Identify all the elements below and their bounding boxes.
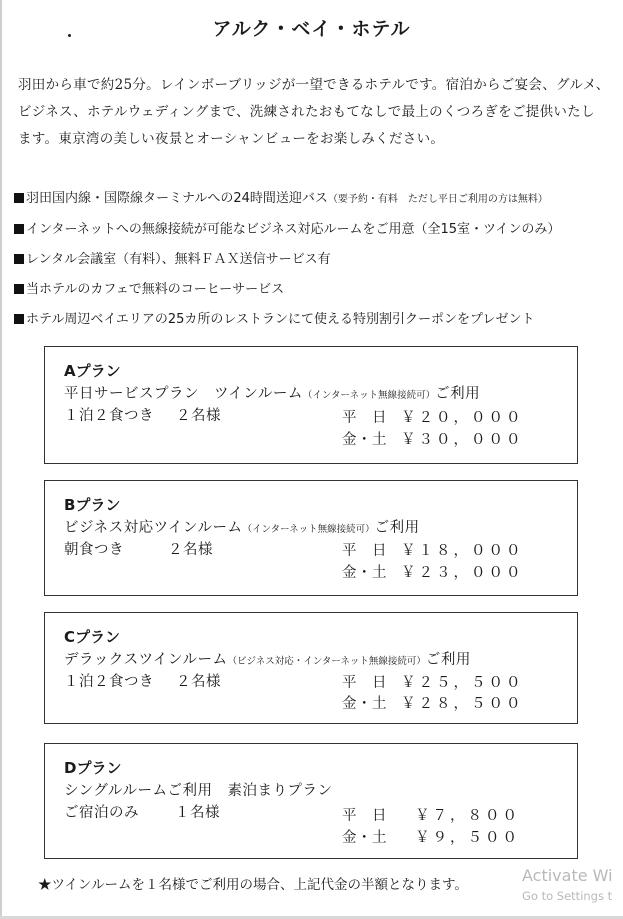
feature-note: （要予約・有料 ただし平日ご利用の方は無料） xyxy=(327,194,548,205)
plan-meal: 朝食つき ２名様 xyxy=(64,542,213,558)
bullet-square-icon xyxy=(14,314,24,324)
plan-guests: ２名様 xyxy=(176,408,221,424)
plan-guests: ２名様 xyxy=(168,542,213,558)
plan-name: Dプラン xyxy=(64,759,122,777)
plan-box-b xyxy=(44,480,578,596)
bullet-square-icon xyxy=(14,284,24,294)
weekday-price: 平 日 ￥２５，５００ xyxy=(342,675,524,691)
plan-description: 平日サービスプラン ツインルーム（インターネット無線接続可）ご利用 xyxy=(64,386,481,402)
feature-item: 羽田国内線・国際線ターミナルへの24時間送迎バス（要予約・有料 ただし平日ご利用の方は無料） xyxy=(14,184,620,215)
plan-description: ビジネス対応ツインルーム（インターネット無線接続可）ご利用 xyxy=(64,520,420,536)
plan-meal: １泊２食つき ２名様 xyxy=(64,674,221,690)
plan-box-a xyxy=(44,346,578,464)
activation-watermark xyxy=(522,866,613,903)
intro-line: ビジネス、ホテルウェディングまで、洗練されたおもてなしで最上のくつろぎをご提供いたし xyxy=(18,104,595,120)
feature-item: インターネットへの無線接続が可能なビジネス対応ルームをご用意（全15室・ツインのみ） xyxy=(14,215,620,245)
watermark-line: Go to Settings t xyxy=(522,889,613,903)
watermark-line: Activate Wi xyxy=(522,866,613,885)
plan-name: Aプラン xyxy=(64,362,121,380)
feature-item: 当ホテルのカフェで無料のコーヒーサービス xyxy=(14,275,620,305)
weekend-price: 金・土 ￥９，５００ xyxy=(342,830,520,846)
weekend-price: 金・土 ￥３０，０００ xyxy=(342,432,524,448)
plan-guests: ２名様 xyxy=(176,674,221,690)
plan-description: シングルルームご利用 素泊まりプラン xyxy=(64,783,333,799)
weekend-price: 金・土 ￥２３，０００ xyxy=(342,565,524,581)
footnote: ★ツインルームを１名様でご利用の場合、上記代金の半額となります。 xyxy=(38,877,468,893)
feature-item: ホテル周辺ベイエリアの25カ所のレストランにて使える特別割引クーポンをプレゼント xyxy=(14,305,620,335)
bullet-square-icon xyxy=(14,224,24,234)
plan-meal: １泊２食つき ２名様 xyxy=(64,408,221,424)
bullet-square-icon xyxy=(14,254,24,264)
scan-edge xyxy=(0,0,2,919)
plan-name: Cプラン xyxy=(64,628,121,646)
weekday-price: 平 日 ￥１８，０００ xyxy=(342,543,524,559)
hotel-title: アルク・ベイ・ホテル xyxy=(212,18,411,40)
feature-item: レンタル会議室（有料）、無料ＦＡＸ送信サービス有 xyxy=(14,245,620,275)
weekday-price: 平 日 ￥７，８００ xyxy=(342,808,520,824)
plan-name: Bプラン xyxy=(64,496,121,514)
plan-guests: １名様 xyxy=(175,805,220,821)
plan-box-d xyxy=(44,743,578,859)
plan-description: デラックスツインルーム（ビジネス対応・インターネット無線接続可）ご利用 xyxy=(64,652,471,668)
feature-list xyxy=(14,184,620,335)
weekend-price: 金・土 ￥２８，５００ xyxy=(342,696,524,712)
plan-meal: ご宿泊のみ １名様 xyxy=(64,805,220,821)
intro-paragraph xyxy=(18,72,618,153)
plan-box-c xyxy=(44,612,578,724)
intro-line: ます。東京湾の美しい夜景とオーシャンビューをお楽しみください。 xyxy=(18,131,445,147)
bullet-square-icon xyxy=(14,193,24,203)
intro-line: 羽田から車で約25分。レインボーブリッジが一望できるホテルです。宿泊からご宴会、グルメ、 xyxy=(18,77,610,93)
weekday-price: 平 日 ￥２０，０００ xyxy=(342,410,524,426)
